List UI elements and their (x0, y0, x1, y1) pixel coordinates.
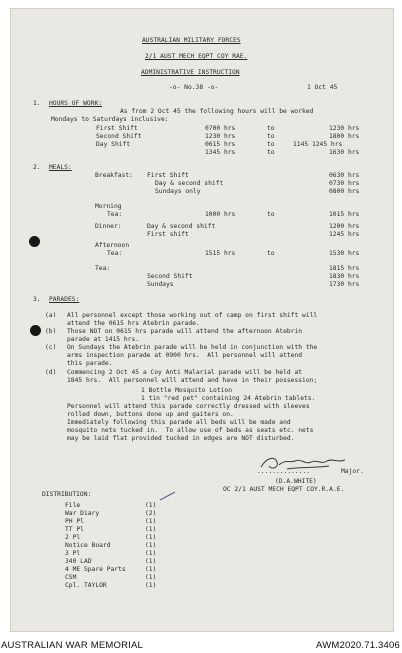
section3-title: PARADES: (49, 296, 80, 303)
breakfast-label: Breakfast: (95, 172, 133, 179)
header-line2: 2/1 AUST MECH EQPT COY RAE. (145, 53, 248, 60)
hours-row-label: Second Shift (96, 133, 142, 140)
tea-item: Second Shift (147, 273, 193, 280)
parade-text: Those NOT on 0615 hrs parade will attend the afternoon Atebrin (67, 328, 303, 335)
hours-row-start: 0615 hrs (205, 141, 236, 148)
breakfast-time: 0800 hrs (329, 188, 360, 195)
distribution-item-name: War Diary (65, 510, 100, 517)
signature-rank: Major. (341, 468, 364, 475)
signature-dots: .............. (257, 468, 311, 475)
distribution-item-count: (1) (145, 582, 157, 589)
morning-tea-end: 1015 hrs (329, 211, 360, 218)
hours-row-start: 1230 hrs (205, 133, 236, 140)
distribution-item-name: CSM (65, 574, 77, 581)
breakfast-item: First Shift (147, 172, 189, 179)
hours-row-to: to (267, 125, 275, 132)
dinner-item: First shift (147, 231, 189, 238)
section1-number: 1. (33, 100, 41, 107)
hours-row-end: 1230 hrs (329, 125, 360, 132)
pen-tick-mark (159, 491, 177, 501)
hours-row-label: First Shift (96, 125, 138, 132)
dinner-time: 1200 hrs (329, 223, 360, 230)
tea-label: Tea: (95, 265, 111, 272)
breakfast-time: 0630 hrs (329, 172, 360, 179)
afternoon-tea-label-2: Tea: (107, 250, 123, 257)
parade-text: Personnel will attend this parade correctly dressed with sleeves (67, 403, 310, 410)
parade-text: attend the 0615 hrs Atebrin parade. (67, 320, 200, 327)
tea-item: Sundays (147, 281, 174, 288)
distribution-item-name: 4 ME Spare Parts (65, 566, 126, 573)
distribution-item-count: (1) (145, 526, 157, 533)
afternoon-tea-start: 1515 hrs (205, 250, 236, 257)
distribution-item-name: File (65, 502, 81, 509)
parade-item-label: (b) (45, 328, 57, 335)
punch-hole-top (29, 236, 40, 247)
signature-title: OC 2/1 AUST MECH EQPT COY.R.A.E. (223, 486, 345, 493)
dinner-item: Day & second shift (147, 223, 216, 230)
distribution-item-count: (1) (145, 534, 157, 541)
footer-bar (0, 638, 402, 653)
distribution-item-name: 2 Pl (65, 534, 81, 541)
distribution-item-count: (2) (145, 510, 157, 517)
hours-row-to: to (267, 133, 275, 140)
dinner-label: Dinner: (95, 223, 122, 230)
distribution-item-count: (1) (145, 542, 157, 549)
hours-row-to: to (267, 141, 275, 148)
distribution-item-name: TT Pl (65, 526, 84, 533)
distribution-item-count: (1) (145, 502, 157, 509)
parade-item-label: (d) (45, 369, 57, 376)
hours-row-end: 1145 1245 hrs (293, 141, 343, 148)
parade-text: Commencing 2 Oct 45 a Coy Anti Malarial parade will be held at (67, 369, 303, 376)
afternoon-tea-end: 1530 hrs (329, 250, 360, 257)
breakfast-item: Sundays only (155, 188, 201, 195)
hours-row-end: 1800 hrs (329, 133, 360, 140)
distribution-item-name: 3 Pl (65, 550, 81, 557)
parade-text: 1845 hrs. All personnel will attend and have in their possession; (67, 377, 318, 384)
hours-row-end: 1630 hrs (329, 149, 360, 156)
tea-time: 1830 hrs (329, 273, 360, 280)
section3-number: 3. (33, 296, 41, 303)
parade-text: rolled down, buttons done up and gaiters on. (67, 411, 234, 418)
morning-tea-to: to (267, 211, 275, 218)
distribution-item-count: (1) (145, 518, 157, 525)
hours-row-start: 0700 hrs (205, 125, 236, 132)
parade-item-label: (c) (45, 344, 57, 351)
distribution-item-name: PH Pl (65, 518, 84, 525)
hours-row-start: 1345 hrs (205, 149, 236, 156)
distribution-item-name: 340 LAD (65, 558, 92, 565)
header-line3: ADMINISTRATIVE INSTRUCTION (141, 69, 240, 76)
footer-accession-number: AWM2020.71.3406 (316, 640, 400, 651)
parade-text: On Sundays the Atebrin parade will be held in conjunction with the (67, 344, 318, 351)
parade-text: All personnel except those working out of camp on first shift will (67, 312, 318, 319)
distribution-item-count: (1) (145, 550, 157, 557)
distribution-item-name: Cpl. TAYLOR (65, 582, 107, 589)
section2-number: 2. (33, 164, 41, 171)
hours-row-to: to (267, 149, 275, 156)
morning-tea-start: 1000 hrs (205, 211, 236, 218)
instruction-number: -o- No.38 -o- (169, 84, 219, 91)
parade-text: may be laid flat provided tucked in edges are NOT disturbed. (67, 435, 295, 442)
hours-row-label: Day Shift (96, 141, 131, 148)
afternoon-tea-label: Afternoon (95, 242, 130, 249)
parade-text: Immediately following this parade all beds will be made and (67, 419, 291, 426)
parade-text: 1 Bottle Mosquito Lotion (141, 387, 232, 394)
distribution-title: DISTRIBUTION: (42, 491, 92, 498)
punch-hole-bottom (30, 325, 41, 336)
dinner-time: 1245 hrs (329, 231, 360, 238)
distribution-item-count: (1) (145, 566, 157, 573)
section1-intro-line2: Mondays to Saturdays inclusive: (51, 116, 169, 123)
parade-item-label: (a) (45, 312, 57, 319)
tea-time: 1730 hrs (329, 281, 360, 288)
section1-title: HOURS OF WORK: (49, 100, 103, 107)
parade-text: mosquito nets tucked in. To allow use of beds as seats etc. nets (67, 427, 314, 434)
morning-tea-label-2: Tea: (107, 211, 123, 218)
afternoon-tea-to: to (267, 250, 275, 257)
distribution-item-name: Notice Board (65, 542, 111, 549)
section1-intro-line1: As from 2 Oct 45 the following hours will be worked (120, 108, 314, 115)
header-line1: AUSTRALIAN MILITARY FORCES (142, 37, 241, 44)
parade-text: arms inspection parade at 0900 hrs. All personnel will attend (67, 352, 303, 359)
section2-title: MEALS: (49, 164, 72, 171)
breakfast-time: 0730 hrs (329, 180, 360, 187)
breakfast-item: Day & second shift (155, 180, 224, 187)
footer-institution: AUSTRALIAN WAR MEMORIAL (1, 640, 144, 651)
parade-text: parade at 1415 hrs. (67, 336, 140, 343)
distribution-item-count: (1) (145, 574, 157, 581)
document-page (10, 8, 394, 632)
morning-tea-label: Morning (95, 203, 122, 210)
signature-name: (D.A.WHITE) (275, 478, 317, 485)
tea-time: 1815 hrs (329, 265, 360, 272)
parade-text: this parade. (67, 360, 113, 367)
document-date: 1 Oct 45 (307, 84, 338, 91)
distribution-item-count: (1) (145, 558, 157, 565)
parade-text: 1 tin "red pet" containing 24 Atebrin tablets. (141, 395, 316, 402)
